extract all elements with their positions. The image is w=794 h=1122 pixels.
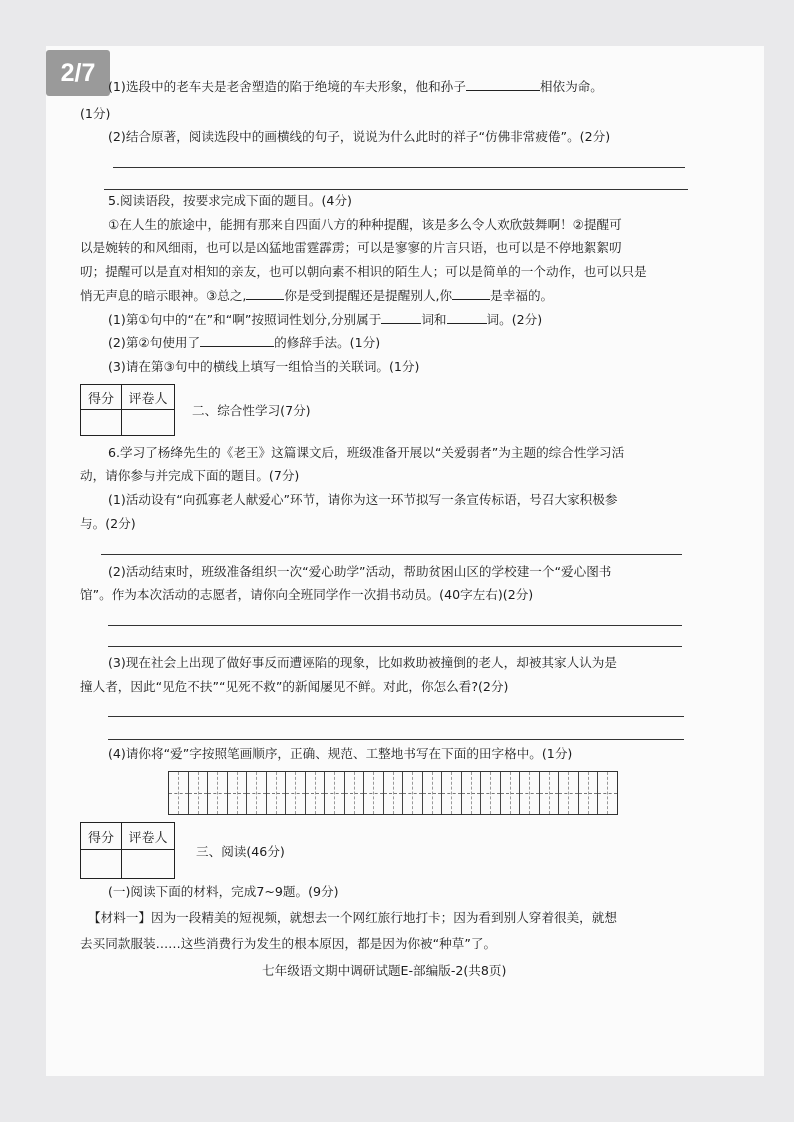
grid-cell[interactable] [579,772,599,814]
score-box [80,384,175,436]
grid-cell[interactable] [169,772,189,814]
q4-item2: (2)结合原著，阅读选段中的画横线的句子，说说为什么此时的祥子“仿佛非常疲倦”。(2分) [108,129,611,144]
grid-cell[interactable] [228,772,248,814]
answer-line[interactable] [113,167,685,168]
q4-item1 [108,78,603,96]
q6-item3-line: 撞人者，因此“见危不扶”“见死不救”的新闻屡见不鲜。对此，你怎么看?(2分) [80,679,509,694]
q5-passage-line: 悄无声息的暗示眼神。③总之, 你是受到提醒还是提醒别人,你 是幸福的。 [80,288,554,303]
q5-passage-line: ①在人生的旅途中，能拥有那来自四面八方的种种提醒，该是多么令人欢欣鼓舞啊！②提醒可 [108,217,622,232]
answer-blank[interactable] [200,334,274,347]
q6-item1-line: 与。(2分) [80,516,136,531]
grid-cell[interactable] [208,772,228,814]
q6-item3-line: (3)现在社会上出现了做好事反而遭诬陷的现象，比如救助被撞倒的老人，却被其家人认为是 [108,655,617,670]
answer-line[interactable] [108,716,684,717]
grid-cell[interactable] [559,772,579,814]
answer-blank[interactable] [452,287,490,300]
q5-passage-line: 叨；提醒可以是直对相知的亲友，也可以朝向素不相识的陌生人；可以是简单的一个动作，也可以只是 [80,264,647,279]
grid-cell[interactable] [403,772,423,814]
answer-line[interactable] [104,189,688,190]
page-footer: 七年级语文期中调研试题E-部编版-2(共8页) [262,963,507,978]
score-box [80,822,175,879]
grid-cell[interactable] [423,772,443,814]
grid-cell[interactable] [501,772,521,814]
grid-cell[interactable] [286,772,306,814]
reading-part1-heading: (一)阅读下面的材料，完成7~9题。(9分) [108,884,339,899]
answer-line[interactable] [108,625,682,626]
q5-item1: (1)第①句中的“在”和“啊”按照词性划分,分别属于 词和 词。(2分) [108,312,543,327]
page-indicator-badge: 2/7 [46,50,110,96]
answer-blank[interactable] [246,287,284,300]
material1-line: 去买同款服装……这些消费行为发生的根本原因，都是因为你被“种草”了。 [80,936,497,951]
grid-cell[interactable] [540,772,560,814]
q4-item1-tail: 相依为命。 [539,79,603,94]
grader-label: 评卷人 [122,823,175,850]
score-cell[interactable] [81,850,122,879]
answer-blank[interactable] [447,311,487,324]
answer-line[interactable] [108,739,684,740]
q4-item1-score: (1分) [80,106,111,121]
q6-intro-line: 6.学习了杨绛先生的《老王》这篇课文后，班级准备开展以“关爱弱者”为主题的综合性学习活 [108,445,625,460]
answer-blank[interactable] [381,311,421,324]
answer-line[interactable] [101,554,682,555]
grader-label: 评卷人 [122,385,175,410]
grid-cell[interactable] [481,772,501,814]
material1-line: 【材料一】因为一段精美的短视频，就想去一个网红旅行地打卡；因为看到别人穿着很美，就想 [88,910,617,925]
grid-cell[interactable] [306,772,326,814]
q6-item4: (4)请你将“爱”字按照笔画顺序，正确、规范、工整地书写在下面的田字格中。(1分) [108,746,573,761]
grid-cell[interactable] [189,772,209,814]
grid-cell[interactable] [364,772,384,814]
grid-cell[interactable] [325,772,345,814]
grid-cell[interactable] [345,772,365,814]
q6-intro-line: 动，请你参与并完成下面的题目。(7分) [80,468,300,483]
score-label: 得分 [81,385,122,410]
q6-item1-line: (1)活动设有“向孤寡老人献爱心”环节，请你为这一环节拟写一条宣传标语，号召大家积极参 [108,492,618,507]
section2-title: 二、综合性学习(7分) [192,403,311,418]
tianzi-writing-grid[interactable] [168,771,618,815]
grid-cell[interactable] [384,772,404,814]
answer-line[interactable] [108,646,682,647]
grid-cell[interactable] [247,772,267,814]
q5-item3: (3)请在第③句中的横线上填写一组恰当的关联词。(1分) [108,359,420,374]
score-cell[interactable] [81,410,122,436]
grid-cell[interactable] [520,772,540,814]
q5-item2: (2)第②句使用了 的修辞手法。(1分) [108,335,381,350]
score-label: 得分 [81,823,122,850]
q6-item2-line: 馆”。作为本次活动的志愿者，请你向全班同学作一次捐书动员。(40字左右)(2分) [80,587,534,602]
grid-cell[interactable] [442,772,462,814]
q4-item1-text: (1)选段中的老车夫是老舍塑造的陷于绝境的车夫形象，他和孙子 [108,79,466,94]
grid-cell[interactable] [462,772,482,814]
answer-blank[interactable] [466,78,540,91]
q5-passage-line: 以是婉转的和风细雨，也可以是凶猛地雷霆霹雳；可以是寥寥的片言只语，也可以是不停地絮絮叨 [80,240,622,255]
grid-cell[interactable] [598,772,617,814]
q6-item2-line: (2)活动结束时，班级准备组织一次“爱心助学”活动，帮助贫困山区的学校建一个“爱心图书 [108,564,612,579]
section3-title: 三、阅读(46分) [196,844,285,859]
grid-cell[interactable] [267,772,287,814]
grader-cell[interactable] [122,850,175,879]
q5-heading: 5.阅读语段，按要求完成下面的题目。(4分) [108,193,352,208]
grader-cell[interactable] [122,410,175,436]
